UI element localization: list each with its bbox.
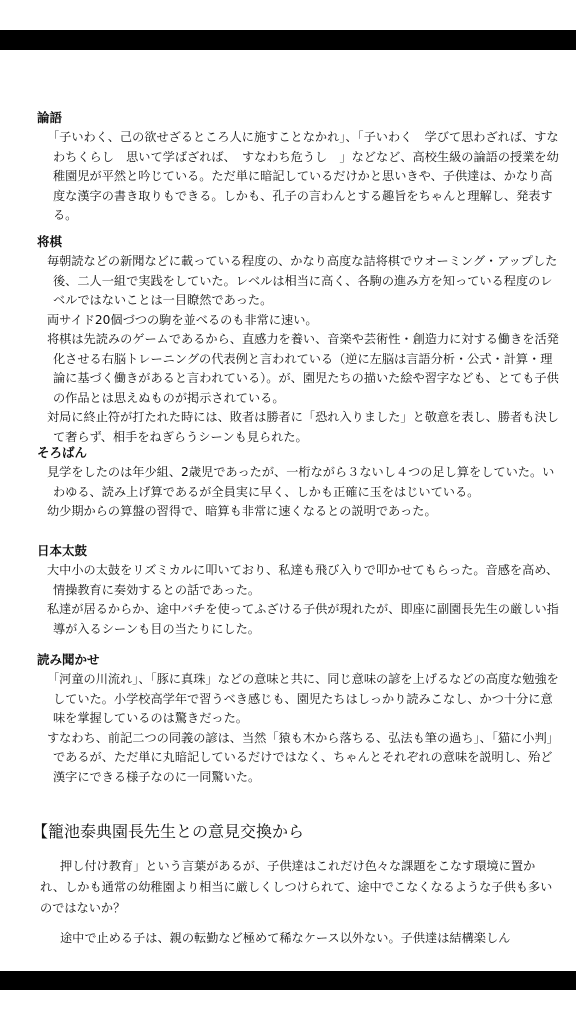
paragraph: 両サイド20個づつの駒を並べるのも非常に速い。 bbox=[47, 312, 318, 327]
paragraph: 対局に終止符が打たれた時には、敗者は勝者に「恐れ入りました」と敬意を表し、勝者も決して奢らず、相手をねぎらうシーンも見られた。 bbox=[47, 410, 559, 444]
paragraph: 幼少期からの算盤の習得で、暗算も非常に速くなるとの説明であった。 bbox=[47, 504, 437, 518]
closing-text bbox=[40, 856, 560, 949]
section-body bbox=[47, 670, 559, 787]
section-body bbox=[47, 252, 559, 447]
section-title: 将棋 bbox=[37, 234, 63, 249]
paragraph: 「河童の川流れ」、「豚に真珠」などの意味と共に、同じ意味の諺を上げるなどの高度な勉強をしていた。小学校高学年で習うべき感じも、園児たちはしっかり読みこなし、かつ十分に意味を掌握しているのは驚きだった。 bbox=[47, 672, 559, 725]
paragraph: 見学をしたのは年少組、2歳児であったが、一桁ながら３ないし４つの足し算をしていた。いわゆる、読み上げ算であるが全員実に早く、しかも正確に玉をはじいている。 bbox=[47, 465, 555, 499]
paragraph: 押し付け教育」という言葉があるが、子供達はこれだけ色々な課題をこなす環境に置かれ、しかも通常の幼稚園より相当に厳しくしつけられて、途中でこなくなるような子供も多いのではないか？ bbox=[40, 859, 553, 915]
bottom-black-band bbox=[0, 971, 576, 990]
opinion-exchange-heading: 【籠池泰典園長先生との意見交換から bbox=[32, 822, 305, 841]
document-page bbox=[0, 50, 576, 971]
paragraph: 途中で止める子は、親の転勤など極めて稀なケース以外ない。子供達は結構楽しん bbox=[60, 931, 511, 945]
section-title: そろばん bbox=[37, 445, 88, 460]
paragraph: 将棋は先読みのゲームであるから、直感力を養い、音楽や芸術性・創造力に対する働きを活発化させる右脳トレーニングの代表例と言われている（逆に左脳は言語分析・公式・計算・理論に基づく働きがあると言われている）。が、園児たちの描いた絵や習字なども、とても子供の作品とは思えぬものが掲示されている。 bbox=[47, 332, 559, 405]
paragraph: 毎朝読などの新聞などに載っている程度の、かなり高度な詰将棋でウオーミング・アップした後、二人一組で実践をしていた。レベルは相当に高く、各駒の進み方を知っている程度のレベルではないことは一目瞭然であった。 bbox=[47, 254, 558, 307]
section-body bbox=[47, 561, 559, 639]
section-title: 論語 bbox=[37, 110, 63, 125]
paragraph: 大中小の太鼓をリズミカルに叩いており、私達も飛び入りで叩かせてもらった。音感を高め、情操教育に奏効するとの話であった。 bbox=[47, 563, 559, 597]
section-title: 日本太鼓 bbox=[37, 543, 88, 558]
section-body bbox=[47, 463, 559, 522]
section-title: 読み聞かせ bbox=[37, 652, 100, 667]
top-black-band bbox=[0, 30, 576, 50]
paragraph: 「子いわく、己の欲せざるところ人に施すことなかれ」、「子いわく 学びて思わざれば、すなわちくらし 思いて学ばざれば、 すなわち危うし 」などなど、高校生級の論語の授業を幼稚園児が平然と吟じている。ただ単に暗記しているだけかと思いきや、子供達は、かなり高度な漢字の書き取りもできる。しかも、孔子の言わんとする趣旨をちゃんと理解し、発表する。 bbox=[47, 130, 559, 222]
section-body bbox=[47, 128, 559, 226]
paragraph: 私達が居るからか、途中バチを使ってふざける子供が現れたが、即座に副園長先生の厳しい指導が入るシーンも目の当たりにした。 bbox=[47, 602, 559, 636]
paragraph: すなわち、前記二つの同義の諺は、当然「猿も木から落ちる、弘法も筆の過ち」、「猫に小判」であるが、ただ単に丸暗記しているだけではなく、ちゃんとそれぞれの意味を説明し、殆ど漢字にできる様子なのに一同驚いた。 bbox=[47, 730, 559, 784]
